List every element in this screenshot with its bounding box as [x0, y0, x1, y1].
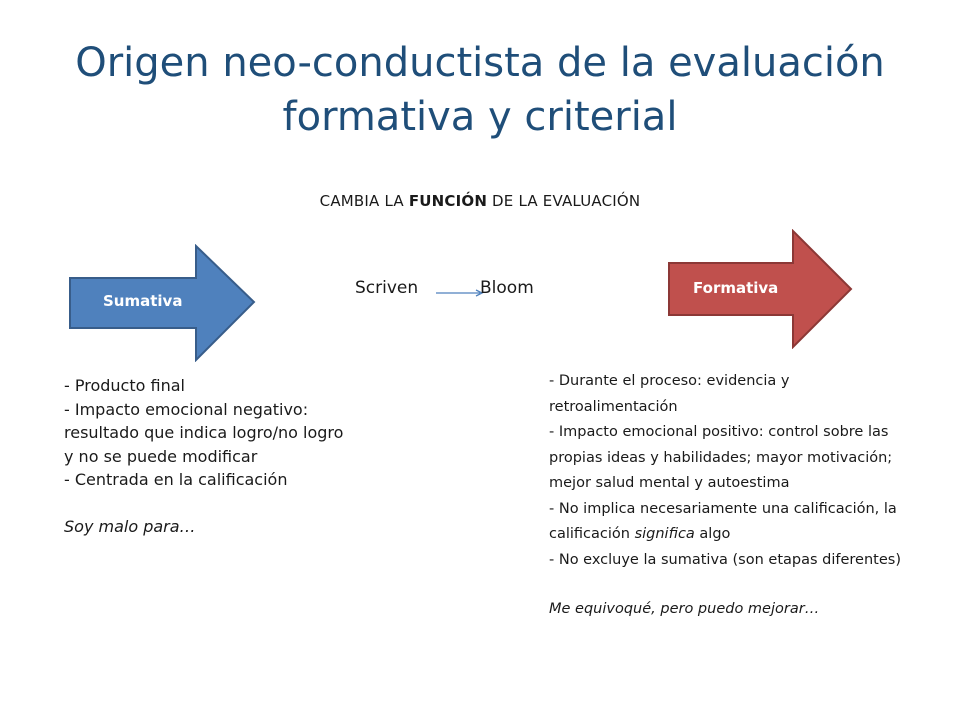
transition-to: Bloom	[480, 278, 534, 298]
formativa-item: - No excluye la sumativa (son etapas diferentes)	[549, 551, 901, 568]
formativa-item: - Impacto emocional positivo: control sobre las propias ideas y habilidades; mayor motivación; mejor salud mental y autoestima	[549, 424, 893, 491]
sumativa-item: - Impacto emocional negativo: resultado que indica logro/no logro y no se puede modificar	[64, 399, 344, 466]
formativa-item: - Durante el proceso: evidencia y retroalimentación	[549, 373, 790, 415]
slide-title: Origen neo-conductista de la evaluación formativa y criterial	[75, 40, 885, 140]
slide-subtitle	[180, 192, 780, 210]
sumativa-label: Sumativa	[103, 292, 183, 310]
formativa-description	[549, 369, 921, 623]
sumativa-item: - Producto final	[64, 376, 185, 395]
subtitle-emphasis: FUNCIÓN	[408, 192, 488, 210]
subtitle-prefix: CAMBIA LA	[319, 192, 409, 210]
formativa-item-suffix: algo	[694, 526, 731, 542]
sumativa-quote: Soy malo para…	[64, 516, 196, 536]
formativa-item-emphasis: significa	[634, 526, 695, 542]
formativa-item	[549, 497, 921, 548]
transition-from: Scriven	[355, 278, 419, 298]
subtitle-suffix: DE LA EVALUACIÓN	[487, 192, 641, 210]
formativa-quote: Me equivoqué, pero puedo mejorar…	[549, 601, 820, 617]
sumativa-description	[64, 374, 354, 538]
sumativa-item: - Centrada en la calificación	[64, 470, 288, 489]
transition-arrow-icon	[436, 288, 484, 298]
formativa-label: Formativa	[693, 279, 779, 297]
scriven-bloom-transition	[350, 278, 590, 302]
formativa-item-prefix: - No implica necesariamente una calificación, la calificación	[549, 500, 897, 542]
